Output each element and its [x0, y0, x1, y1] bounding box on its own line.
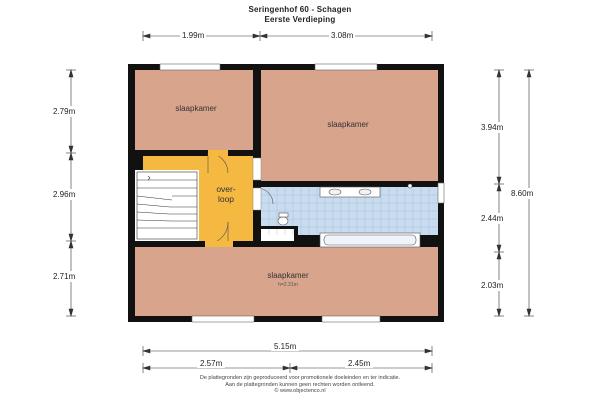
disclaimer-line-1: De plattegronden zijn geproduceerd voor promotionele doeleinden en ter indicatie.: [199, 375, 401, 381]
dim-left-1: 2.79m: [53, 107, 76, 116]
room-label-landing: over- loop: [216, 184, 236, 204]
dim-top-left: 1.99m: [182, 31, 205, 40]
door-gap-3: [253, 158, 261, 180]
floor-subtitle: Eerste Verdieping: [264, 15, 336, 24]
dim-left-2: 2.96m: [53, 190, 76, 199]
toilet: [278, 217, 288, 225]
door-gap-2: [205, 241, 233, 247]
plan-title: Seringenhof 60 - Schagen: [248, 5, 352, 14]
dim-bottom-right: 2.45m: [345, 359, 373, 368]
room-label-bedroom-2: slaapkamer: [327, 120, 369, 129]
room-label-bedroom-1: slaapkamer: [175, 104, 217, 113]
room-label-bedroom-3: slaapkamer: [267, 271, 309, 280]
copyright-link[interactable]: © www.objectenco.nl: [274, 388, 326, 394]
dim-top-right: 3.08m: [331, 31, 354, 40]
stairwell-floor: [135, 170, 199, 241]
dim-right-2: 2.44m: [481, 214, 504, 223]
dim-bottom-total: 5.15m: [271, 342, 299, 351]
dim-left-3: 2.71m: [53, 272, 76, 281]
dim-right-3: 2.03m: [481, 281, 504, 290]
room-height-bedroom-3: h=2.31m: [278, 282, 298, 288]
dim-right-total: 8.60m: [511, 189, 534, 198]
door-gap-4: [253, 188, 261, 210]
door-gap-1: [208, 150, 228, 156]
disclaimer-line-2: Aan de plattegronden kunnen geen rechten worden ontleend.: [225, 381, 375, 388]
dim-right-1: 3.94m: [481, 123, 504, 132]
dim-bottom-left: 2.57m: [197, 359, 225, 368]
